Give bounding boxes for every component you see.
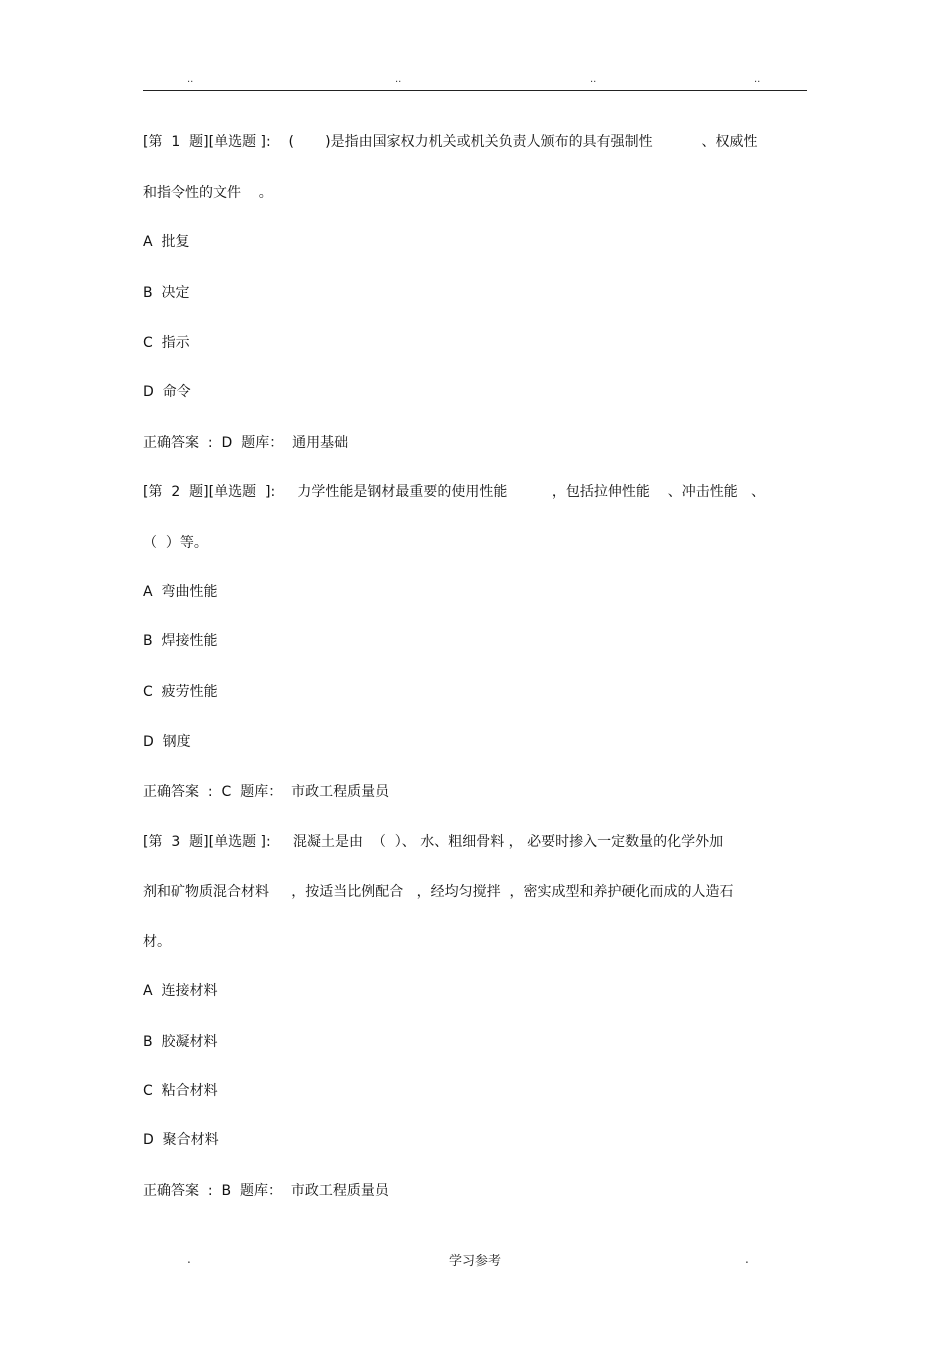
answer-line: 正确答案 : B 题库： 市政工程质量员 xyxy=(143,1183,389,1199)
option-d: D 聚合材料 xyxy=(143,1132,219,1148)
question-text-line: 和指令性的文件 。 xyxy=(143,185,273,201)
footer-label: 学习参考 xyxy=(448,1254,501,1269)
option-c: C 疲劳性能 xyxy=(143,684,218,700)
option-a: A 弯曲性能 xyxy=(143,584,218,600)
option-b: B 决定 xyxy=(143,285,190,301)
option-b: B 焊接性能 xyxy=(143,633,218,649)
header-dot: .. xyxy=(590,74,597,85)
header-rule xyxy=(143,90,807,91)
option-a: A 批复 xyxy=(143,234,190,250)
question-text-line: 材。 xyxy=(143,934,171,950)
option-a: A 连接材料 xyxy=(143,983,218,999)
header-dot: .. xyxy=(754,74,761,85)
question-text-line: [第 2 题][单选题 ]: 力学性能是钢材最重要的使用性能 ，包括拉伸性能 、冲击性能 、 xyxy=(143,484,766,500)
question-text-line: （ ）等。 xyxy=(143,535,208,551)
answer-line: 正确答案 : D 题库： 通用基础 xyxy=(143,435,349,451)
question-text-line: [第 1 题][单选题 ]: ( )是指由国家权力机关或机关负责人颁布的具有强制性 、权威性 xyxy=(143,134,758,150)
option-c: C 粘合材料 xyxy=(143,1083,218,1099)
option-d: D 钢度 xyxy=(143,734,191,750)
footer-dot-right: . xyxy=(745,1252,749,1266)
option-b: B 胶凝材料 xyxy=(143,1034,218,1050)
header-dot: .. xyxy=(395,74,402,85)
option-d: D 命令 xyxy=(143,384,191,400)
option-c: C 指示 xyxy=(143,335,190,351)
answer-line: 正确答案 : C 题库： 市政工程质量员 xyxy=(143,784,390,800)
question-text-line: [第 3 题][单选题 ]: 混凝土是由 （ ）、 水、粗细骨料 ， 必要时掺入一定数量的化学外加 xyxy=(143,834,724,850)
question-text-line: 剂和矿物质混合材料 ，按适当比例配合 ，经均匀搅拌 ，密实成型和养护硬化而成的人造石 xyxy=(143,884,734,900)
footer-dot-left: . xyxy=(187,1252,191,1266)
header-dot: .. xyxy=(187,74,194,85)
